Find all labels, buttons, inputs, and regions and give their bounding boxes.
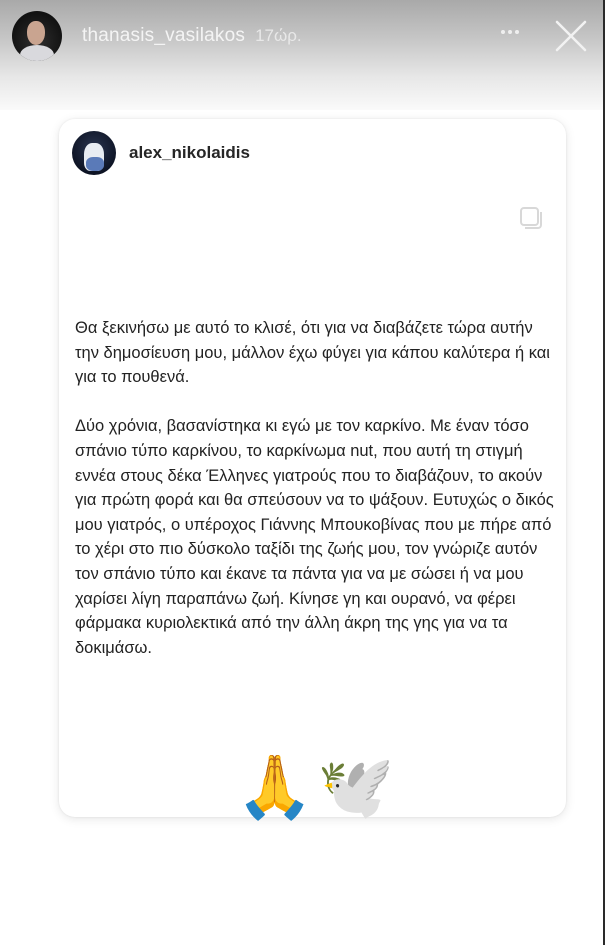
dove-icon[interactable]: 🕊️ <box>317 750 395 823</box>
more-horizontal-icon <box>501 30 505 34</box>
caption-paragraph-1: Θα ξεκινήσω με αυτό το κλισέ, ότι για να διαβάζετε τώρα αυτήν την δημοσίευση μου, μάλλον έχω φύγει για κάπου καλύτερα ή και για το πουθενά. <box>75 319 550 387</box>
post-author-avatar[interactable] <box>72 131 116 175</box>
post-caption <box>75 316 555 685</box>
praying-hands-icon[interactable]: 🙏 <box>236 750 314 823</box>
avatar-figure-detail <box>86 157 104 171</box>
more-options-button[interactable] <box>495 22 525 42</box>
close-button[interactable] <box>553 18 589 54</box>
avatar-face <box>27 21 45 45</box>
sticker-row <box>236 750 395 823</box>
caption-paragraph-2: Δύο χρόνια, βασανίστηκα κι εγώ με τον καρκίνο. Με έναν τόσο σπάνιο τύπο καρκίνου, το καρκίνωμα nut, που αυτή τη στιγμή εννέα στους δέκα Έλληνες γιατρούς που το διαβάζουν, το ακούν για πρώτη φορά και θα σπεύσουν να το ψάξουν. Ευτυχώς ο δικός μου γιατρός, ο υπέροχος Γιάννης Μπουκοβίνας που με πήρε από το χέρι στο πιο δύσκολο ταξίδι της ζωής μου, τον γνώριζε αυτόν τον σπάνιο τύπο και έκανε τα πάντα για να με σώσει ή να μου χαρίσει λίγη παραπάνω ζωή. Κίνησε γη και ουρανό, να φέρει φάρμακα κυριολεκτικά από την άλλη άκρη της γης για να τα δοκιμάσω. <box>75 417 554 657</box>
carousel-icon <box>518 205 544 231</box>
shared-post-card[interactable] <box>59 119 566 823</box>
avatar-shirt <box>20 45 54 61</box>
more-dot <box>515 30 519 34</box>
more-dot <box>508 30 512 34</box>
story-author-username[interactable]: thanasis_vasilakos <box>82 25 246 46</box>
close-icon <box>553 18 589 54</box>
story-author-avatar[interactable] <box>12 11 62 61</box>
story-timestamp: 17ώρ. <box>255 26 302 45</box>
post-header <box>72 131 250 175</box>
post-author-username[interactable]: alex_nikolaidis <box>129 143 250 162</box>
